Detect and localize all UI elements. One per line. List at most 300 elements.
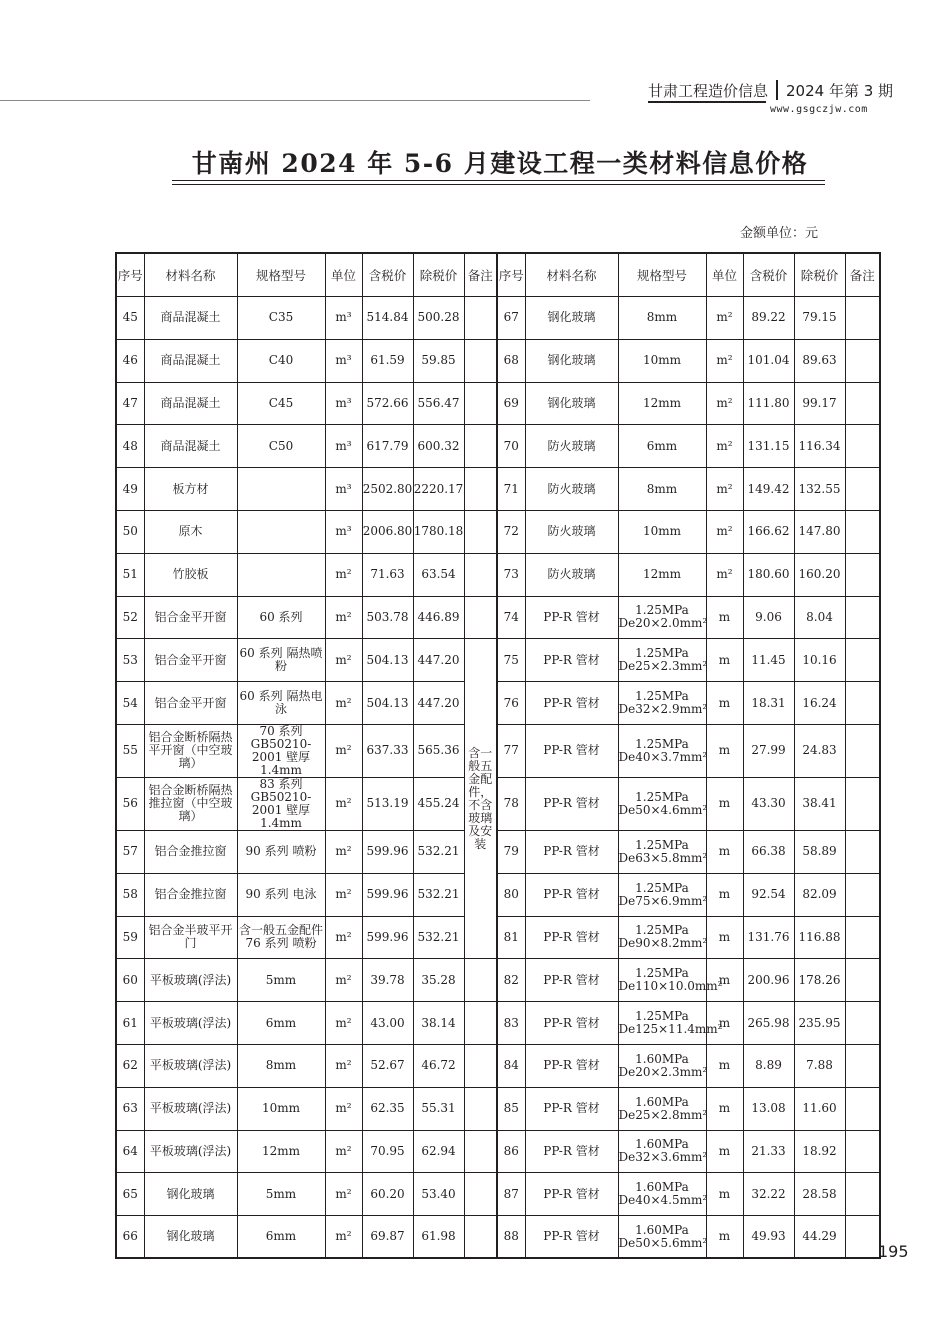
right-spec: 10mm bbox=[618, 510, 706, 553]
left-tax-excl: 446.89 bbox=[413, 596, 464, 639]
right-tax-excl: 116.34 bbox=[794, 425, 845, 468]
left-remark bbox=[464, 596, 497, 639]
right-remark bbox=[845, 297, 880, 340]
table-row bbox=[116, 873, 880, 916]
right-spec: 1.25MPa De20×2.0mm² bbox=[618, 596, 706, 639]
right-unit: m² bbox=[706, 510, 743, 553]
right-remark bbox=[845, 1130, 880, 1173]
left-name: 商品混凝土 bbox=[144, 382, 237, 425]
table-row bbox=[116, 297, 880, 340]
left-spec: C40 bbox=[237, 339, 325, 382]
left-unit: m² bbox=[325, 724, 362, 777]
right-name: 防火玻璃 bbox=[525, 510, 618, 553]
left-spec: 70 系列 GB50210-2001 壁厚 1.4mm bbox=[237, 724, 325, 777]
table-row bbox=[116, 777, 880, 830]
left-unit: m² bbox=[325, 873, 362, 916]
header-row bbox=[116, 253, 880, 297]
right-remark bbox=[845, 639, 880, 682]
right-tax-incl: 32.22 bbox=[743, 1173, 794, 1216]
right-tax-incl: 149.42 bbox=[743, 468, 794, 511]
price-table bbox=[115, 252, 881, 1259]
right-tax-excl: 11.60 bbox=[794, 1087, 845, 1130]
left-unit: m² bbox=[325, 777, 362, 830]
right-tax-incl: 27.99 bbox=[743, 724, 794, 777]
right-no: 69 bbox=[497, 382, 525, 425]
left-tax-excl: 2220.17 bbox=[413, 468, 464, 511]
group-remark: 含一般五金配件，不含玻璃及安装 bbox=[464, 639, 497, 959]
right-unit: m bbox=[706, 1087, 743, 1130]
right-unit: m² bbox=[706, 425, 743, 468]
right-no: 88 bbox=[497, 1216, 525, 1259]
right-remark bbox=[845, 959, 880, 1002]
right-spec: 10mm bbox=[618, 339, 706, 382]
left-tax-incl: 2006.80 bbox=[362, 510, 413, 553]
left-tax-excl: 62.94 bbox=[413, 1130, 464, 1173]
right-tax-excl: 24.83 bbox=[794, 724, 845, 777]
left-tax-excl: 565.36 bbox=[413, 724, 464, 777]
left-tax-excl: 556.47 bbox=[413, 382, 464, 425]
left-tax-incl: 60.20 bbox=[362, 1173, 413, 1216]
right-remark bbox=[845, 553, 880, 596]
col-header-name: 材料名称 bbox=[525, 253, 618, 297]
left-name: 板方材 bbox=[144, 468, 237, 511]
right-unit: m bbox=[706, 724, 743, 777]
title-rule bbox=[172, 180, 825, 181]
left-name: 平板玻璃(浮法) bbox=[144, 1130, 237, 1173]
table-row bbox=[116, 830, 880, 873]
left-no: 56 bbox=[116, 777, 144, 830]
right-remark bbox=[845, 510, 880, 553]
left-spec: 5mm bbox=[237, 959, 325, 1002]
right-remark bbox=[845, 830, 880, 873]
left-tax-incl: 504.13 bbox=[362, 639, 413, 682]
left-unit: m² bbox=[325, 1002, 362, 1045]
left-tax-incl: 69.87 bbox=[362, 1216, 413, 1259]
right-spec: 1.25MPa De40×3.7mm² bbox=[618, 724, 706, 777]
right-remark bbox=[845, 873, 880, 916]
right-spec: 1.25MPa De25×2.3mm² bbox=[618, 639, 706, 682]
left-no: 47 bbox=[116, 382, 144, 425]
unit-note: 金额单位：元 bbox=[740, 226, 819, 241]
title-rule bbox=[172, 184, 825, 185]
col-header-name: 材料名称 bbox=[144, 253, 237, 297]
right-tax-incl: 166.62 bbox=[743, 510, 794, 553]
right-unit: m² bbox=[706, 382, 743, 425]
table-row bbox=[116, 425, 880, 468]
left-spec: 90 系列 电泳 bbox=[237, 873, 325, 916]
right-unit: m bbox=[706, 916, 743, 959]
left-name: 铝合金推拉窗 bbox=[144, 830, 237, 873]
left-name: 平板玻璃(浮法) bbox=[144, 959, 237, 1002]
left-tax-excl: 532.21 bbox=[413, 873, 464, 916]
left-remark bbox=[464, 553, 497, 596]
left-tax-excl: 53.40 bbox=[413, 1173, 464, 1216]
right-tax-excl: 38.41 bbox=[794, 777, 845, 830]
header-separator bbox=[776, 80, 778, 100]
right-no: 68 bbox=[497, 339, 525, 382]
left-tax-excl: 600.32 bbox=[413, 425, 464, 468]
right-tax-incl: 9.06 bbox=[743, 596, 794, 639]
right-remark bbox=[845, 724, 880, 777]
left-unit: m³ bbox=[325, 510, 362, 553]
left-tax-excl: 455.24 bbox=[413, 777, 464, 830]
left-no: 63 bbox=[116, 1087, 144, 1130]
right-no: 70 bbox=[497, 425, 525, 468]
col-header-spec: 规格型号 bbox=[237, 253, 325, 297]
right-tax-excl: 28.58 bbox=[794, 1173, 845, 1216]
right-no: 80 bbox=[497, 873, 525, 916]
left-tax-excl: 38.14 bbox=[413, 1002, 464, 1045]
right-remark bbox=[845, 339, 880, 382]
left-name: 商品混凝土 bbox=[144, 339, 237, 382]
right-spec: 1.25MPa De63×5.8mm² bbox=[618, 830, 706, 873]
publication-name: 甘肃工程造价信息 bbox=[648, 82, 769, 100]
left-no: 45 bbox=[116, 297, 144, 340]
left-no: 49 bbox=[116, 468, 144, 511]
right-no: 84 bbox=[497, 1044, 525, 1087]
right-no: 74 bbox=[497, 596, 525, 639]
right-remark bbox=[845, 1002, 880, 1045]
left-tax-incl: 637.33 bbox=[362, 724, 413, 777]
left-unit: m² bbox=[325, 1216, 362, 1259]
left-tax-incl: 599.96 bbox=[362, 916, 413, 959]
right-unit: m² bbox=[706, 297, 743, 340]
website-url: www.gsgczjw.com bbox=[770, 104, 868, 115]
left-spec: C35 bbox=[237, 297, 325, 340]
left-no: 60 bbox=[116, 959, 144, 1002]
col-header-remark: 备注 bbox=[845, 253, 880, 297]
right-tax-incl: 21.33 bbox=[743, 1130, 794, 1173]
right-spec: 8mm bbox=[618, 468, 706, 511]
right-unit: m² bbox=[706, 339, 743, 382]
right-tax-excl: 10.16 bbox=[794, 639, 845, 682]
right-no: 86 bbox=[497, 1130, 525, 1173]
left-name: 铝合金断桥隔热平开窗（中空玻璃） bbox=[144, 724, 237, 777]
left-spec: C50 bbox=[237, 425, 325, 468]
left-spec: 含一般五金配件 76 系列 喷粉 bbox=[237, 916, 325, 959]
left-no: 59 bbox=[116, 916, 144, 959]
right-name: PP-R 管材 bbox=[525, 724, 618, 777]
right-tax-excl: 7.88 bbox=[794, 1044, 845, 1087]
left-spec: 60 系列 隔热喷粉 bbox=[237, 639, 325, 682]
right-no: 71 bbox=[497, 468, 525, 511]
right-spec: 1.25MPa De32×2.9mm² bbox=[618, 682, 706, 725]
right-spec: 8mm bbox=[618, 297, 706, 340]
left-unit: m³ bbox=[325, 468, 362, 511]
left-no: 55 bbox=[116, 724, 144, 777]
right-spec: 1.25MPa De50×4.6mm² bbox=[618, 777, 706, 830]
right-spec: 1.25MPa De125×11.4mm² bbox=[618, 1002, 706, 1045]
left-remark bbox=[464, 1216, 497, 1259]
left-no: 64 bbox=[116, 1130, 144, 1173]
left-tax-excl: 46.72 bbox=[413, 1044, 464, 1087]
right-name: PP-R 管材 bbox=[525, 916, 618, 959]
right-unit: m bbox=[706, 1173, 743, 1216]
left-tax-incl: 52.67 bbox=[362, 1044, 413, 1087]
table-row bbox=[116, 1216, 880, 1259]
right-tax-incl: 111.80 bbox=[743, 382, 794, 425]
right-name: 钢化玻璃 bbox=[525, 339, 618, 382]
right-remark bbox=[845, 1173, 880, 1216]
table-row bbox=[116, 1130, 880, 1173]
right-name: PP-R 管材 bbox=[525, 1130, 618, 1173]
left-no: 66 bbox=[116, 1216, 144, 1259]
left-remark bbox=[464, 1087, 497, 1130]
left-name: 商品混凝土 bbox=[144, 297, 237, 340]
left-tax-excl: 63.54 bbox=[413, 553, 464, 596]
left-remark bbox=[464, 959, 497, 1002]
left-name: 铝合金半玻平开门 bbox=[144, 916, 237, 959]
right-remark bbox=[845, 468, 880, 511]
left-tax-excl: 1780.18 bbox=[413, 510, 464, 553]
table-row bbox=[116, 596, 880, 639]
left-unit: m³ bbox=[325, 297, 362, 340]
left-name: 铝合金平开窗 bbox=[144, 639, 237, 682]
left-tax-incl: 71.63 bbox=[362, 553, 413, 596]
right-tax-excl: 235.95 bbox=[794, 1002, 845, 1045]
left-spec: 60 系列 隔热电泳 bbox=[237, 682, 325, 725]
right-remark bbox=[845, 425, 880, 468]
left-unit: m³ bbox=[325, 382, 362, 425]
right-no: 72 bbox=[497, 510, 525, 553]
left-no: 51 bbox=[116, 553, 144, 596]
right-unit: m bbox=[706, 777, 743, 830]
right-tax-incl: 49.93 bbox=[743, 1216, 794, 1259]
left-spec bbox=[237, 510, 325, 553]
left-spec: 83 系列 GB50210-2001 壁厚 1.4mm bbox=[237, 777, 325, 830]
left-name: 钢化玻璃 bbox=[144, 1216, 237, 1259]
right-spec: 1.25MPa De90×8.2mm² bbox=[618, 916, 706, 959]
left-no: 54 bbox=[116, 682, 144, 725]
table-row bbox=[116, 1044, 880, 1087]
left-tax-incl: 504.13 bbox=[362, 682, 413, 725]
left-tax-incl: 70.95 bbox=[362, 1130, 413, 1173]
right-remark bbox=[845, 777, 880, 830]
left-unit: m² bbox=[325, 1044, 362, 1087]
left-name: 商品混凝土 bbox=[144, 425, 237, 468]
right-name: PP-R 管材 bbox=[525, 959, 618, 1002]
right-tax-incl: 131.76 bbox=[743, 916, 794, 959]
right-tax-excl: 132.55 bbox=[794, 468, 845, 511]
col-header-unit: 单位 bbox=[706, 253, 743, 297]
right-tax-excl: 116.88 bbox=[794, 916, 845, 959]
right-tax-incl: 8.89 bbox=[743, 1044, 794, 1087]
left-unit: m² bbox=[325, 1173, 362, 1216]
publication-underline bbox=[648, 101, 766, 103]
col-header-tax-excl: 除税价 bbox=[413, 253, 464, 297]
col-header-remark: 备注 bbox=[464, 253, 497, 297]
right-tax-incl: 11.45 bbox=[743, 639, 794, 682]
right-remark bbox=[845, 382, 880, 425]
left-remark bbox=[464, 425, 497, 468]
right-tax-excl: 160.20 bbox=[794, 553, 845, 596]
left-spec bbox=[237, 468, 325, 511]
table-row bbox=[116, 382, 880, 425]
left-remark bbox=[464, 1002, 497, 1045]
right-name: PP-R 管材 bbox=[525, 639, 618, 682]
left-spec: 8mm bbox=[237, 1044, 325, 1087]
right-name: PP-R 管材 bbox=[525, 596, 618, 639]
left-spec: C45 bbox=[237, 382, 325, 425]
right-remark bbox=[845, 1216, 880, 1259]
left-tax-excl: 59.85 bbox=[413, 339, 464, 382]
left-remark bbox=[464, 1044, 497, 1087]
left-no: 48 bbox=[116, 425, 144, 468]
right-tax-excl: 82.09 bbox=[794, 873, 845, 916]
right-tax-excl: 89.63 bbox=[794, 339, 845, 382]
right-name: 钢化玻璃 bbox=[525, 382, 618, 425]
table-row bbox=[116, 959, 880, 1002]
right-no: 79 bbox=[497, 830, 525, 873]
left-spec: 12mm bbox=[237, 1130, 325, 1173]
left-unit: m² bbox=[325, 959, 362, 1002]
left-tax-incl: 572.66 bbox=[362, 382, 413, 425]
col-header-no: 序号 bbox=[497, 253, 525, 297]
left-tax-incl: 514.84 bbox=[362, 297, 413, 340]
left-tax-incl: 61.59 bbox=[362, 339, 413, 382]
left-tax-excl: 500.28 bbox=[413, 297, 464, 340]
right-no: 81 bbox=[497, 916, 525, 959]
left-unit: m² bbox=[325, 596, 362, 639]
table-row bbox=[116, 916, 880, 959]
left-remark bbox=[464, 468, 497, 511]
table-row bbox=[116, 339, 880, 382]
right-name: PP-R 管材 bbox=[525, 1087, 618, 1130]
left-name: 铝合金断桥隔热推拉窗（中空玻璃） bbox=[144, 777, 237, 830]
table-row bbox=[116, 1173, 880, 1216]
right-no: 73 bbox=[497, 553, 525, 596]
right-tax-incl: 18.31 bbox=[743, 682, 794, 725]
right-name: 钢化玻璃 bbox=[525, 297, 618, 340]
right-name: PP-R 管材 bbox=[525, 1216, 618, 1259]
right-tax-excl: 147.80 bbox=[794, 510, 845, 553]
left-spec: 5mm bbox=[237, 1173, 325, 1216]
col-header-tax-excl: 除税价 bbox=[794, 253, 845, 297]
right-spec: 12mm bbox=[618, 382, 706, 425]
right-tax-excl: 16.24 bbox=[794, 682, 845, 725]
left-tax-incl: 62.35 bbox=[362, 1087, 413, 1130]
left-tax-excl: 35.28 bbox=[413, 959, 464, 1002]
left-no: 65 bbox=[116, 1173, 144, 1216]
header-rule bbox=[0, 100, 590, 101]
left-remark bbox=[464, 297, 497, 340]
left-spec: 6mm bbox=[237, 1216, 325, 1259]
left-no: 53 bbox=[116, 639, 144, 682]
right-name: PP-R 管材 bbox=[525, 777, 618, 830]
table-row bbox=[116, 682, 880, 725]
left-unit: m² bbox=[325, 1087, 362, 1130]
left-remark bbox=[464, 510, 497, 553]
right-spec: 1.60MPa De40×4.5mm² bbox=[618, 1173, 706, 1216]
right-remark bbox=[845, 682, 880, 725]
left-tax-excl: 447.20 bbox=[413, 639, 464, 682]
left-tax-incl: 43.00 bbox=[362, 1002, 413, 1045]
right-no: 75 bbox=[497, 639, 525, 682]
left-tax-excl: 55.31 bbox=[413, 1087, 464, 1130]
col-header-unit: 单位 bbox=[325, 253, 362, 297]
right-unit: m² bbox=[706, 468, 743, 511]
right-unit: m bbox=[706, 1002, 743, 1045]
right-no: 83 bbox=[497, 1002, 525, 1045]
left-tax-excl: 532.21 bbox=[413, 830, 464, 873]
right-no: 76 bbox=[497, 682, 525, 725]
left-tax-excl: 532.21 bbox=[413, 916, 464, 959]
col-header-no: 序号 bbox=[116, 253, 144, 297]
right-remark bbox=[845, 1087, 880, 1130]
right-unit: m bbox=[706, 596, 743, 639]
right-tax-excl: 44.29 bbox=[794, 1216, 845, 1259]
right-tax-excl: 178.26 bbox=[794, 959, 845, 1002]
left-tax-incl: 617.79 bbox=[362, 425, 413, 468]
right-tax-incl: 43.30 bbox=[743, 777, 794, 830]
left-name: 平板玻璃(浮法) bbox=[144, 1087, 237, 1130]
right-spec: 1.25MPa De75×6.9mm² bbox=[618, 873, 706, 916]
left-no: 62 bbox=[116, 1044, 144, 1087]
page-title: 甘南州 2024 年 5-6 月建设工程一类材料信息价格 bbox=[191, 149, 809, 178]
col-header-spec: 规格型号 bbox=[618, 253, 706, 297]
right-spec: 6mm bbox=[618, 425, 706, 468]
right-name: PP-R 管材 bbox=[525, 1044, 618, 1087]
right-name: 防火玻璃 bbox=[525, 553, 618, 596]
right-spec: 1.60MPa De32×3.6mm² bbox=[618, 1130, 706, 1173]
right-no: 78 bbox=[497, 777, 525, 830]
left-name: 平板玻璃(浮法) bbox=[144, 1002, 237, 1045]
left-remark bbox=[464, 339, 497, 382]
left-name: 钢化玻璃 bbox=[144, 1173, 237, 1216]
right-remark bbox=[845, 916, 880, 959]
left-remark bbox=[464, 1130, 497, 1173]
table-row bbox=[116, 639, 880, 682]
right-no: 67 bbox=[497, 297, 525, 340]
left-no: 57 bbox=[116, 830, 144, 873]
right-name: PP-R 管材 bbox=[525, 873, 618, 916]
right-unit: m bbox=[706, 1130, 743, 1173]
right-tax-excl: 58.89 bbox=[794, 830, 845, 873]
col-header-tax-incl: 含税价 bbox=[743, 253, 794, 297]
left-unit: m³ bbox=[325, 339, 362, 382]
right-tax-excl: 79.15 bbox=[794, 297, 845, 340]
left-unit: m² bbox=[325, 830, 362, 873]
table-row bbox=[116, 553, 880, 596]
right-tax-excl: 18.92 bbox=[794, 1130, 845, 1173]
right-unit: m bbox=[706, 639, 743, 682]
right-tax-incl: 92.54 bbox=[743, 873, 794, 916]
left-spec: 90 系列 喷粉 bbox=[237, 830, 325, 873]
issue-label: 2024 年第 3 期 bbox=[786, 82, 894, 100]
left-tax-incl: 39.78 bbox=[362, 959, 413, 1002]
left-no: 52 bbox=[116, 596, 144, 639]
left-tax-incl: 599.96 bbox=[362, 830, 413, 873]
left-unit: m³ bbox=[325, 425, 362, 468]
right-tax-incl: 265.98 bbox=[743, 1002, 794, 1045]
left-no: 46 bbox=[116, 339, 144, 382]
left-tax-incl: 599.96 bbox=[362, 873, 413, 916]
right-spec: 1.60MPa De50×5.6mm² bbox=[618, 1216, 706, 1259]
right-no: 77 bbox=[497, 724, 525, 777]
left-name: 铝合金平开窗 bbox=[144, 682, 237, 725]
left-name: 平板玻璃(浮法) bbox=[144, 1044, 237, 1087]
left-tax-excl: 61.98 bbox=[413, 1216, 464, 1259]
table-row bbox=[116, 510, 880, 553]
right-name: PP-R 管材 bbox=[525, 830, 618, 873]
left-no: 50 bbox=[116, 510, 144, 553]
left-spec: 10mm bbox=[237, 1087, 325, 1130]
left-tax-incl: 2502.80 bbox=[362, 468, 413, 511]
right-unit: m bbox=[706, 830, 743, 873]
left-no: 58 bbox=[116, 873, 144, 916]
left-spec: 6mm bbox=[237, 1002, 325, 1045]
right-tax-incl: 101.04 bbox=[743, 339, 794, 382]
